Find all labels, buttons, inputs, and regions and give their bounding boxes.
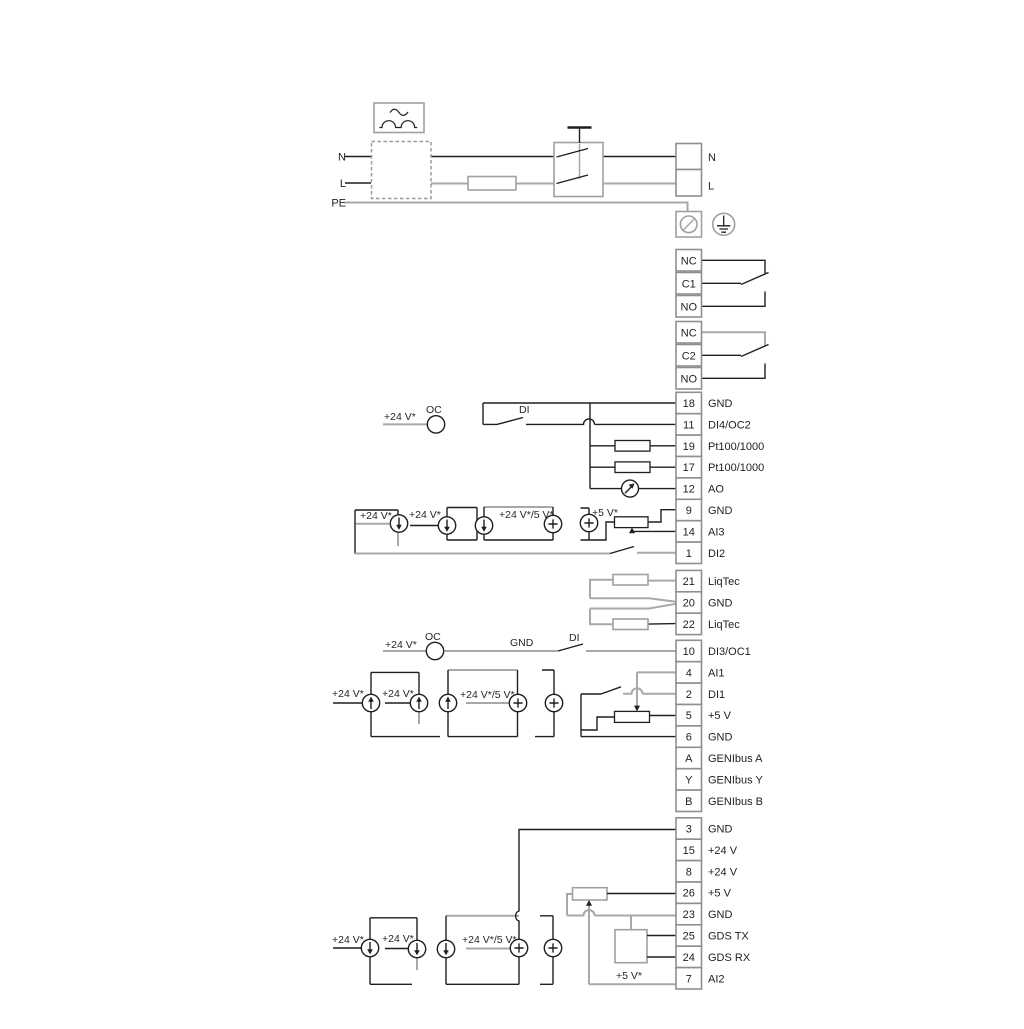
main-switch xyxy=(554,128,603,197)
terminal-number: 24 xyxy=(682,951,695,964)
terminal-label: AI3 xyxy=(708,526,725,539)
liqtec-sensor-1 xyxy=(613,575,648,586)
mains-terminal-N xyxy=(676,144,702,170)
setpoint-potentiometer-ai1 xyxy=(615,711,650,722)
terminal-number: 22 xyxy=(682,618,695,631)
terminal-label: LiqTec xyxy=(708,576,740,589)
terminal-number: 17 xyxy=(682,462,695,475)
current-sink-source-icon xyxy=(475,517,492,534)
wiper-arrow-up xyxy=(629,527,635,533)
terminal-label: AI2 xyxy=(708,973,725,986)
setpoint-potentiometer-ai3 xyxy=(615,517,649,528)
relay-terminal-label: NC xyxy=(680,327,697,340)
wire-label: GND xyxy=(510,637,534,649)
wire-label: +24 V* xyxy=(360,510,392,522)
terminal-number: 5 xyxy=(685,710,692,723)
mains-label-left: N xyxy=(338,151,346,164)
terminal-number: Y xyxy=(685,774,693,787)
wire-label: OC xyxy=(425,631,441,643)
terminal-label: AI1 xyxy=(708,667,725,680)
wire-label: +24 V* xyxy=(409,509,441,521)
terminal-label: AO xyxy=(708,483,724,496)
wire-label: +24 V* xyxy=(332,934,364,946)
pt100-sensor-2 xyxy=(615,462,650,473)
terminal-number: 23 xyxy=(682,909,695,922)
open-collector-icon xyxy=(426,642,443,659)
pt100-sensor-1 xyxy=(615,441,650,452)
liqtec-sensor-2 xyxy=(613,619,648,630)
io-group-1 xyxy=(676,392,764,563)
terminal-label: DI3/OC1 xyxy=(708,646,751,658)
mains-label-right: L xyxy=(708,180,715,193)
current-sink-source-icon xyxy=(437,940,454,957)
fuse-symbol xyxy=(468,177,516,191)
terminal-label: +24 V xyxy=(708,844,738,857)
liqtec-wires xyxy=(590,575,676,630)
ai2-gds-wires xyxy=(333,830,676,985)
terminal-number: 4 xyxy=(685,667,692,680)
wire-label: OC xyxy=(426,404,442,416)
relay-terminal-label: NC xyxy=(680,255,697,268)
wire-label: +24 V*/5 V* xyxy=(460,689,515,701)
mains-label-right: N xyxy=(708,152,716,164)
terminal-number: 2 xyxy=(685,688,692,701)
io-group-3 xyxy=(676,818,751,989)
terminal-label: Pt100/1000 xyxy=(708,462,765,475)
current-up-source-icon xyxy=(362,694,379,711)
terminal-number: 21 xyxy=(682,576,695,589)
ai1-di1-wires xyxy=(333,670,676,737)
wire-label: +5 V* xyxy=(616,970,642,982)
relay-terminal-label: NO xyxy=(680,373,697,386)
filter-box xyxy=(372,142,432,199)
io-group-2 xyxy=(676,640,763,811)
terminal-label: +24 V xyxy=(708,866,738,879)
terminal-label: GND xyxy=(708,398,733,410)
wire-label: DI xyxy=(519,404,530,416)
wiper-arrow-up xyxy=(586,900,592,906)
terminal-label: +5 V xyxy=(708,887,731,900)
terminal-number: 3 xyxy=(685,823,692,836)
relay-2 xyxy=(676,322,702,390)
relay-terminal-label: C2 xyxy=(681,350,696,363)
wire-label: +24 V* xyxy=(385,639,417,651)
relay-terminal-label: C1 xyxy=(681,278,696,291)
terminal-label: GENIbus B xyxy=(708,795,764,808)
signal-source-symbols xyxy=(361,416,638,958)
setpoint-potentiometer-ai2 xyxy=(573,888,608,900)
wire-label: +5 V* xyxy=(592,507,618,519)
terminal-label: GND xyxy=(708,731,733,744)
current-sink-source-icon xyxy=(361,939,378,956)
wiper-arrow-down xyxy=(634,706,640,712)
voltage-source-icon xyxy=(544,939,561,956)
terminal-label: GND xyxy=(708,597,733,610)
relay-1 xyxy=(676,250,702,318)
current-sink-source-icon xyxy=(390,515,407,532)
wire-label: +24 V* xyxy=(332,688,364,700)
terminal-label: DI2 xyxy=(708,547,726,560)
terminal-number: 18 xyxy=(682,398,695,410)
terminal-label: GENIbus A xyxy=(708,753,763,765)
terminal-number: 10 xyxy=(682,646,695,658)
wire-label: +24 V*/5 V* xyxy=(499,509,554,521)
mains-label-left: L xyxy=(339,178,346,190)
wire-label: +24 V* xyxy=(384,411,416,423)
open-collector-icon xyxy=(427,416,444,433)
terminal-number: 1 xyxy=(685,547,692,560)
liqtec-group xyxy=(676,570,740,634)
terminal-label: GND xyxy=(708,909,733,922)
terminal-number: 9 xyxy=(685,505,692,517)
current-sink-source-icon xyxy=(438,517,455,534)
terminal-number: 19 xyxy=(682,440,695,453)
earth-ground-icon xyxy=(713,213,735,235)
analog-output-meter-icon xyxy=(622,480,639,497)
terminal-number: 11 xyxy=(683,419,695,432)
terminal-number: 8 xyxy=(685,866,692,879)
terminal-label: GENIbus Y xyxy=(708,774,763,787)
mains-terminal-block xyxy=(331,144,716,210)
terminal-number: 14 xyxy=(682,526,695,539)
terminal-blocks xyxy=(331,144,764,990)
terminal-number: A xyxy=(685,753,693,765)
wire-label: +24 V* xyxy=(382,933,414,945)
terminal-number: 26 xyxy=(682,887,695,900)
terminal-label: DI4/OC2 xyxy=(708,419,751,432)
terminal-label: GDS RX xyxy=(708,951,751,964)
terminal-number: 20 xyxy=(682,597,695,610)
relay-output-wires xyxy=(702,260,769,378)
wire-label: +24 V* xyxy=(382,688,414,700)
pe-screw-terminal xyxy=(676,212,702,238)
terminal-label: Pt100/1000 xyxy=(708,440,765,453)
mains-terminal-L xyxy=(676,170,702,197)
relay-terminal-label: NO xyxy=(680,301,697,314)
terminal-label: GND xyxy=(708,505,733,517)
voltage-source-icon xyxy=(545,694,562,711)
terminal-label: +5 V xyxy=(708,710,731,723)
terminal-number: 7 xyxy=(685,973,692,986)
wire-label: DI xyxy=(569,632,580,644)
terminal-number: 12 xyxy=(682,483,695,496)
terminal-label: GND xyxy=(708,823,733,836)
terminal-label: GDS TX xyxy=(708,930,749,943)
current-up-source-icon xyxy=(439,694,456,711)
mains-label-left: PE xyxy=(331,197,346,210)
terminal-number: 25 xyxy=(682,930,695,943)
terminal-number: 6 xyxy=(685,731,692,744)
gds-sensor-box xyxy=(615,930,647,963)
ac-supply-icon xyxy=(374,103,424,133)
terminal-label: DI1 xyxy=(708,688,726,701)
terminal-number: B xyxy=(685,795,693,808)
terminal-number: 15 xyxy=(682,844,695,857)
wire-label: +24 V*/5 V* xyxy=(462,934,517,946)
terminal-label: LiqTec xyxy=(708,618,740,631)
